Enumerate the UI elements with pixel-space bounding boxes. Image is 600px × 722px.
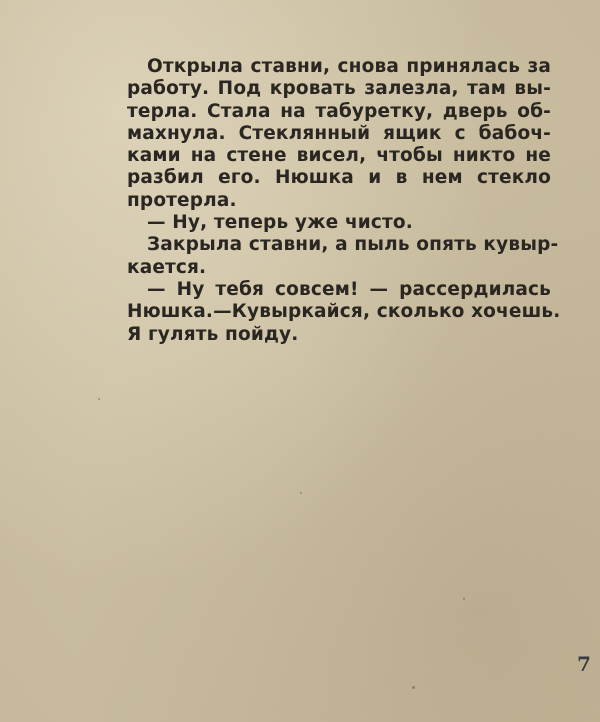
text-line: — Ну, теперь уже чисто.: [147, 212, 413, 234]
text-line: работу. Под кровать залезла, там вы-: [127, 78, 551, 100]
text-line: ками на стене висел, чтобы никто не: [127, 145, 551, 167]
text-line: кается.: [127, 256, 207, 278]
text-line: протерла.: [127, 189, 237, 211]
paper-speck: [300, 492, 302, 494]
body-text: [127, 56, 561, 346]
text-line: махнула. Стеклянный ящик с бабоч-: [127, 122, 551, 144]
text-line: Закрыла ставни, а пыль опять кувыр-: [147, 234, 559, 256]
text-line: Открыла ставни, снова принялась за: [147, 56, 551, 77]
page-number: 7: [577, 652, 591, 676]
text-line: разбил его. Нюшка и в нем стекло: [127, 167, 551, 189]
paper-speck: [98, 398, 100, 400]
text-line: терла. Стала на табуретку, дверь об-: [127, 100, 551, 122]
paper-speck: [463, 598, 465, 600]
text-line: Нюшка.—Кувыркайся, сколько хочешь.: [127, 301, 561, 323]
text-line: — Ну тебя совсем! — рассердилась: [147, 278, 551, 300]
paper-speck: [412, 686, 415, 689]
text-line: Я гулять пойду.: [127, 323, 299, 345]
